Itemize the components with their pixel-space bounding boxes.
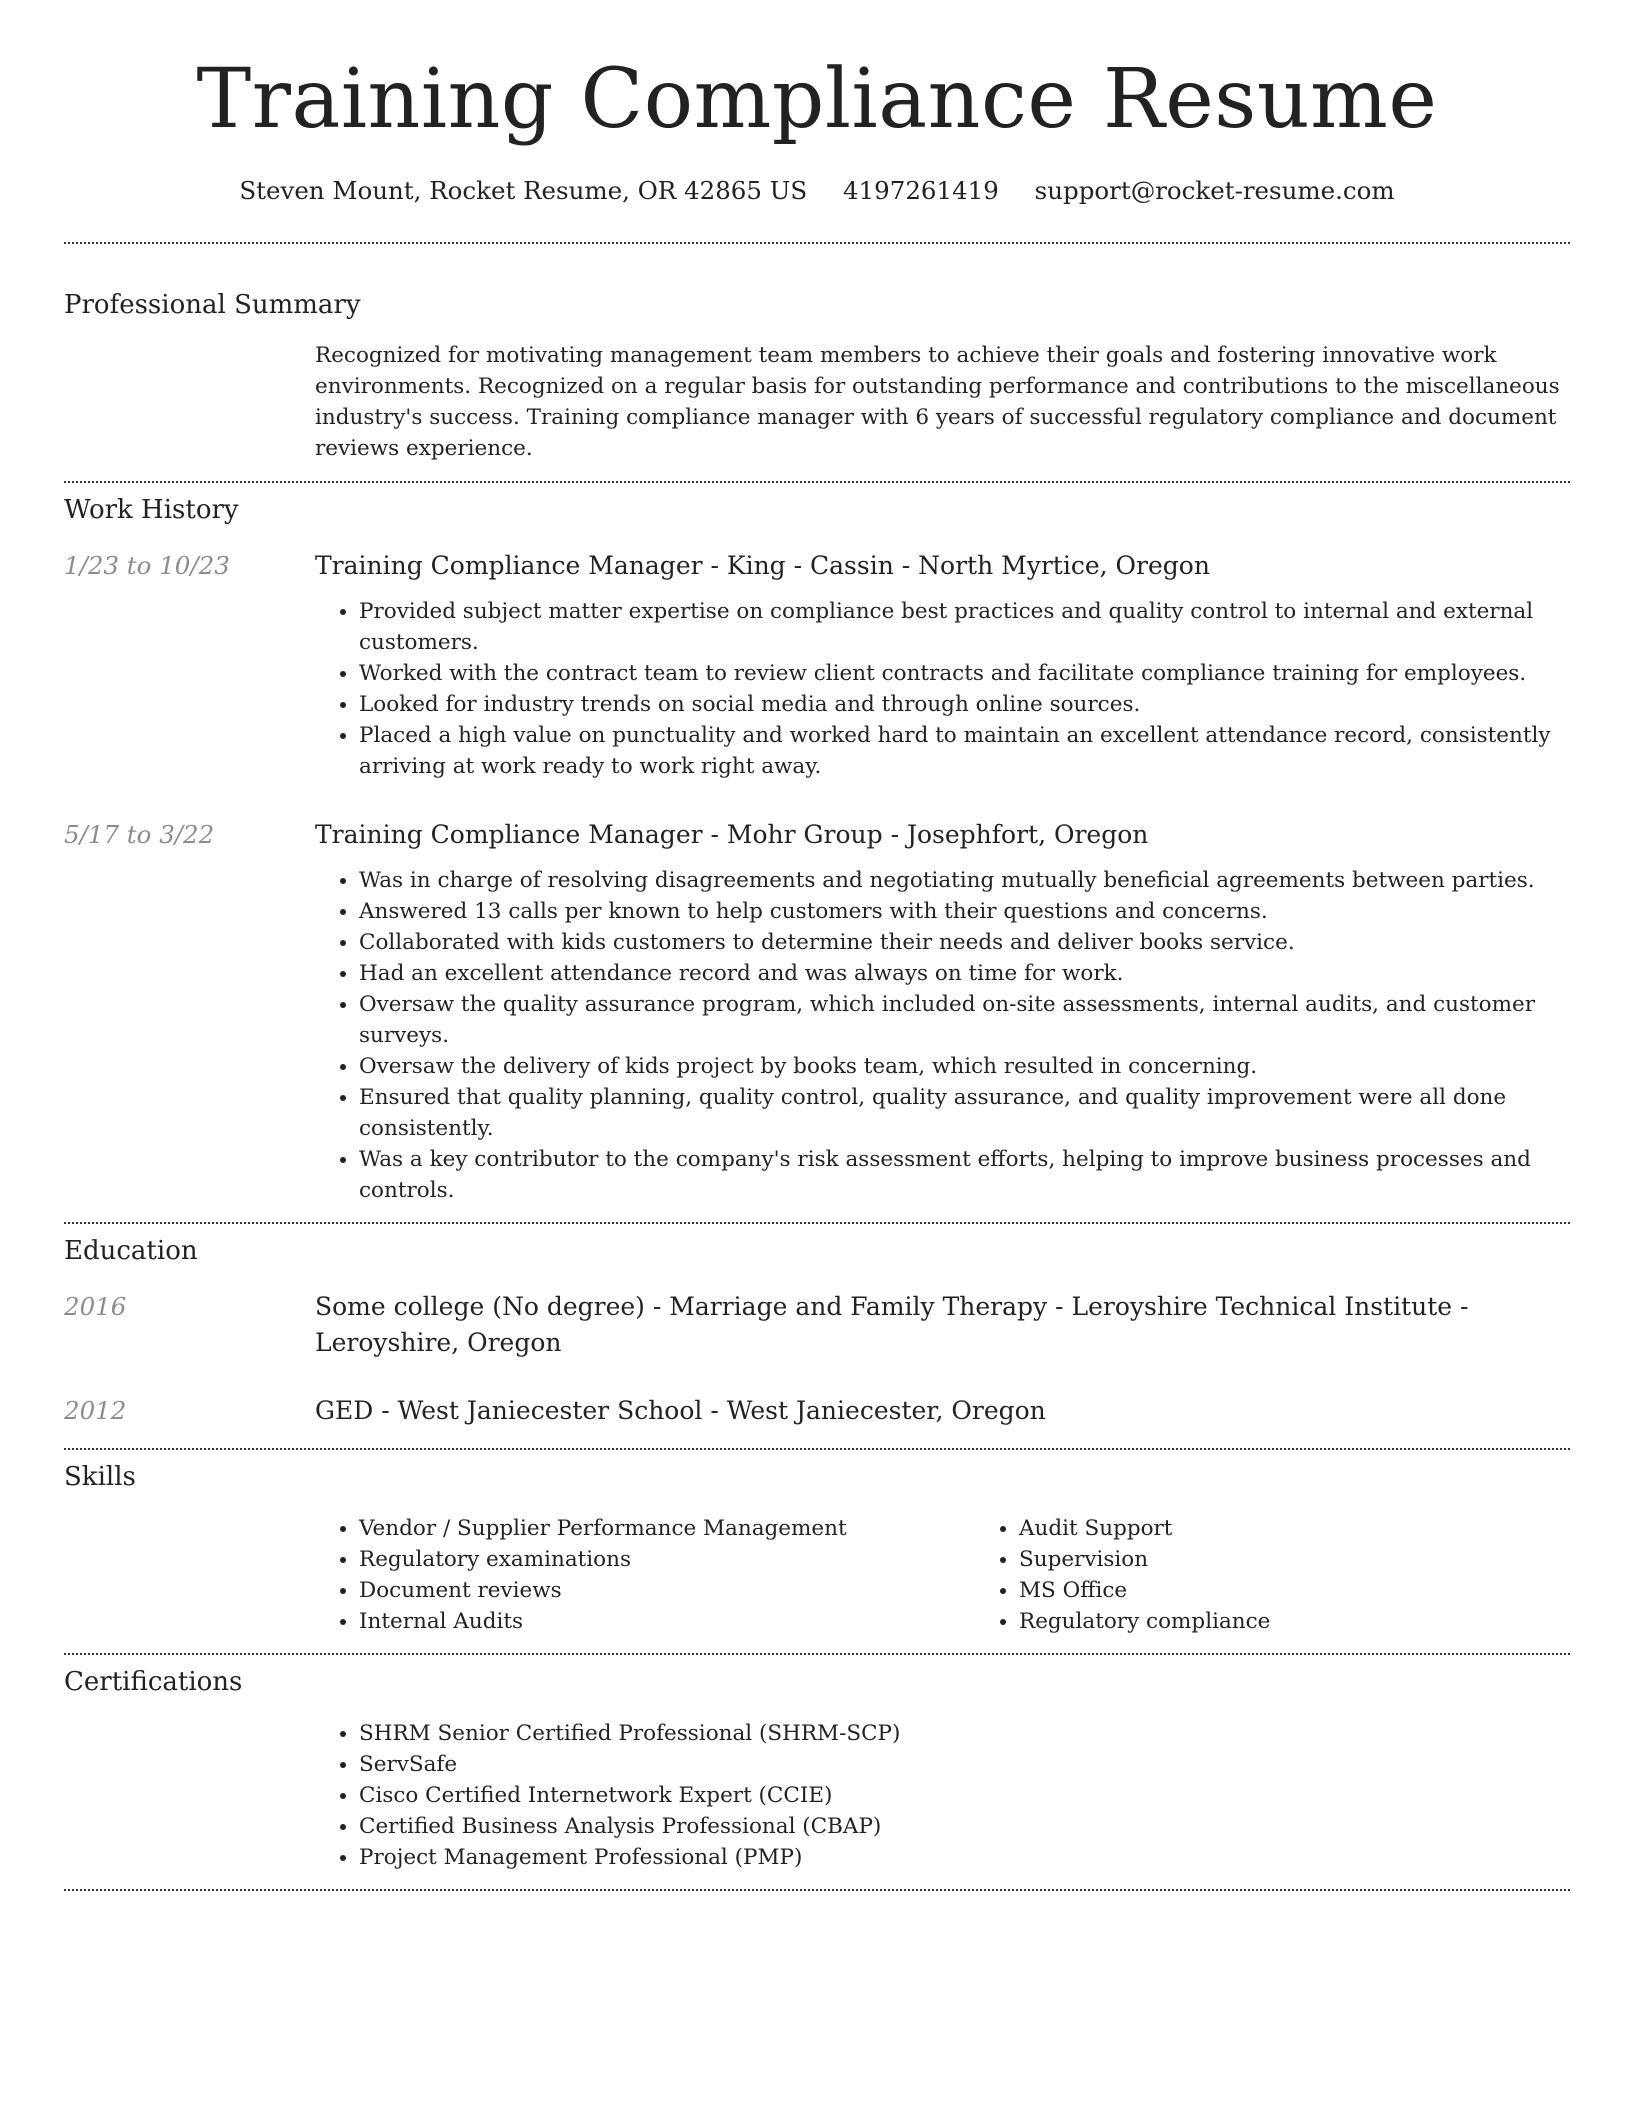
list-item: • Internal Audits [359, 1606, 975, 1637]
education-year: 2012 [64, 1396, 127, 1425]
education-entry [64, 1393, 1570, 1429]
education-text: GED - West Janiecester School - West Janiecester, Oregon [315, 1396, 1046, 1425]
list-item: • Was in charge of resolving disagreements and negotiating mutually beneficial agreements between parties. [359, 865, 1570, 896]
list-item: • Certified Business Analysis Professional (CBAP) [359, 1811, 1570, 1842]
list-item: • Worked with the contract team to review client contracts and facilitate compliance training for employees. [359, 658, 1570, 689]
contact-email: support@rocket-resume.com [1034, 176, 1395, 205]
skills-list-right [975, 1513, 1632, 1637]
list-item: • Collaborated with kids customers to determine their needs and deliver books service. [359, 927, 1570, 958]
job-bullets [315, 596, 1570, 782]
resume-page [64, 0, 1570, 1891]
list-item: • MS Office [1019, 1575, 1632, 1606]
list-item: • Was a key contributor to the company's risk assessment efforts, helping to improve business processes and controls. [359, 1144, 1570, 1206]
education-heading: Education [64, 1236, 198, 1266]
job-entry [64, 817, 1570, 1206]
list-item: • Audit Support [1019, 1513, 1632, 1544]
skills-section [64, 1450, 1570, 1637]
education-section [64, 1224, 1570, 1429]
certifications-section [64, 1655, 1570, 1873]
skills-heading: Skills [64, 1462, 136, 1492]
list-item: • Cisco Certified Internetwork Expert (CCIE) [359, 1780, 1570, 1811]
education-year: 2016 [64, 1292, 127, 1321]
education-entry [64, 1289, 1570, 1361]
contact-phone: 4197261419 [842, 176, 999, 205]
list-item: • Oversaw the quality assurance program, which included on-site assessments, internal audits, and customer surveys. [359, 989, 1570, 1051]
list-item: • Document reviews [359, 1575, 975, 1606]
list-item: • Vendor / Supplier Performance Management [359, 1513, 975, 1544]
job-title: Training Compliance Manager - Mohr Group - Josephfort, Oregon [315, 820, 1149, 849]
list-item: • Provided subject matter expertise on compliance best practices and quality control to internal and external customers. [359, 596, 1570, 658]
list-item: • Project Management Professional (PMP) [359, 1842, 1570, 1873]
summary-section [64, 244, 1570, 464]
list-item: • Oversaw the delivery of kids project by books team, which resulted in concerning. [359, 1051, 1570, 1082]
list-item: • Answered 13 calls per known to help customers with their questions and concerns. [359, 896, 1570, 927]
education-text: Some college (No degree) - Marriage and Family Therapy - Leroyshire Technical Institute - Leroyshire, Oregon [315, 1292, 1469, 1357]
contact-line [64, 174, 1570, 208]
summary-heading: Professional Summary [64, 290, 361, 320]
job-title: Training Compliance Manager - King - Cassin - North Myrtice, Oregon [315, 551, 1210, 580]
list-item: • SHRM Senior Certified Professional (SHRM-SCP) [359, 1718, 1570, 1749]
list-item: • Had an excellent attendance record and was always on time for work. [359, 958, 1570, 989]
certifications-list [315, 1718, 1570, 1873]
list-item: • Looked for industry trends on social media and through online sources. [359, 689, 1570, 720]
certifications-heading: Certifications [64, 1667, 243, 1697]
list-item: • Placed a high value on punctuality and worked hard to maintain an excellent attendance record, consistently arriving at work ready to work right away. [359, 720, 1570, 782]
resume-title: Training Compliance Resume [196, 52, 1438, 147]
list-item: • ServSafe [359, 1749, 1570, 1780]
section-divider [64, 1889, 1570, 1891]
list-item: • Regulatory examinations [359, 1544, 975, 1575]
work-history-heading: Work History [64, 495, 239, 525]
list-item: • Regulatory compliance [1019, 1606, 1632, 1637]
summary-text: Recognized for motivating management team members to achieve their goals and fostering innovative work environments. Recognized on a regular basis for outstanding performance and contributions to the miscellaneous industry's success. Training compliance manager with 6 years of successful regulatory compliance and document reviews experience. [315, 343, 1560, 461]
work-history-section [64, 483, 1570, 1206]
job-dates: 5/17 to 3/22 [64, 820, 215, 849]
skills-list-left [315, 1513, 975, 1637]
list-item: • Ensured that quality planning, quality control, quality assurance, and quality improvement were all done consistently. [359, 1082, 1570, 1144]
job-bullets [315, 865, 1570, 1206]
job-entry [64, 548, 1570, 782]
list-item: • Supervision [1019, 1544, 1632, 1575]
contact-address: Steven Mount, Rocket Resume, OR 42865 US [239, 176, 808, 205]
job-dates: 1/23 to 10/23 [64, 551, 230, 580]
